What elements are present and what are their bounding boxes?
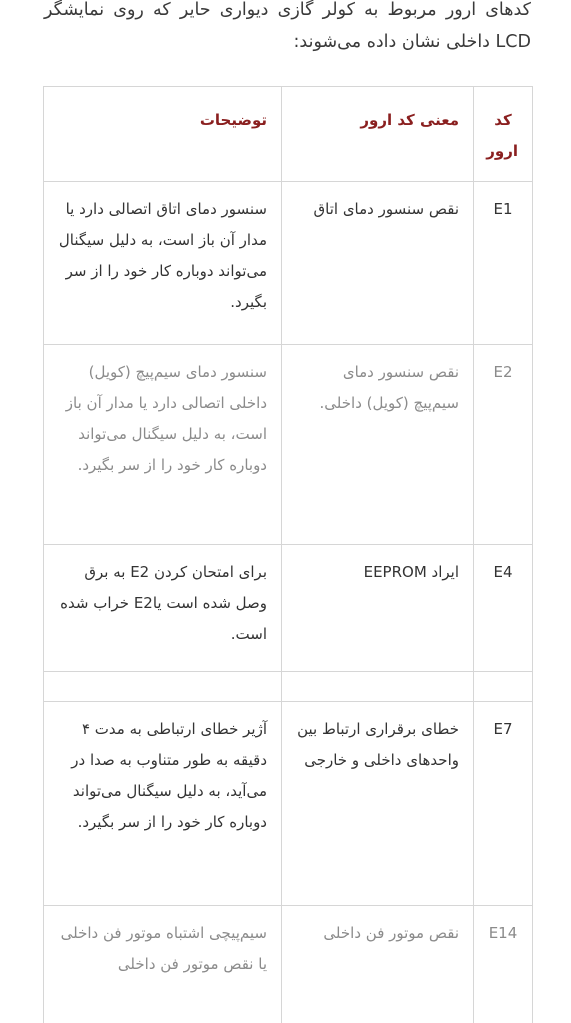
header-description: توضیحات	[44, 87, 282, 182]
cell-code	[474, 672, 533, 702]
cell-code: E4	[474, 545, 533, 672]
cell-meaning: نقص موتور فن داخلی	[282, 906, 474, 1023]
cell-description: سنسور دمای سیم‌پیچ (کویل) داخلی اتصالی دارد یا مدار آن باز است، به دلیل سیگنال می‌تواند دوباره کار خود را از سر بگیرد.	[44, 345, 282, 545]
intro-paragraph	[0, 0, 571, 86]
error-codes-table	[43, 86, 533, 1023]
intro-text: کدهای ارور مربوط به کولر گازی دیواری حایر که روی نمایشگر LCD داخلی نشان داده می‌شوند:	[44, 0, 531, 52]
table-row	[44, 906, 533, 1023]
cell-description: سنسور دمای اتاق اتصالی دارد یا مدار آن باز است، به دلیل سیگنال می‌تواند دوباره کار خود را از سر بگیرد.	[44, 182, 282, 345]
table-row	[44, 182, 533, 345]
cell-meaning: نقص سنسور دمای اتاق	[282, 182, 474, 345]
cell-meaning: نقص سنسور دمای سیم‌پیچ (کویل) داخلی.	[282, 345, 474, 545]
cell-code: E7	[474, 702, 533, 906]
cell-description: برای امتحان کردن E2 به برق وصل شده است یاE2 خراب شده است.	[44, 545, 282, 672]
cell-code: E1	[474, 182, 533, 345]
cell-code: E2	[474, 345, 533, 545]
header-code: کد ارور	[474, 87, 533, 182]
cell-meaning: ایراد EEPROM	[282, 545, 474, 672]
cell-description: آژیر خطای ارتباطی به مدت ۴ دقیقه به طور متناوب به صدا در می‌آید، به دلیل سیگنال می‌تواند دوباره کار خود را از سر بگیرد.	[44, 702, 282, 906]
cell-meaning	[282, 672, 474, 702]
header-meaning: معنی کد ارور	[282, 87, 474, 182]
table-header-row	[44, 87, 533, 182]
table-row	[44, 345, 533, 545]
table-row-empty	[44, 672, 533, 702]
table-row	[44, 545, 533, 672]
table-row	[44, 702, 533, 906]
cell-code: E14	[474, 906, 533, 1023]
cell-description	[44, 672, 282, 702]
cell-meaning: خطای برقراری ارتباط بین واحدهای داخلی و خارجی	[282, 702, 474, 906]
cell-description: سیم‌پیچی اشتباه موتور فن داخلی یا نقص موتور فن داخلی	[44, 906, 282, 1023]
